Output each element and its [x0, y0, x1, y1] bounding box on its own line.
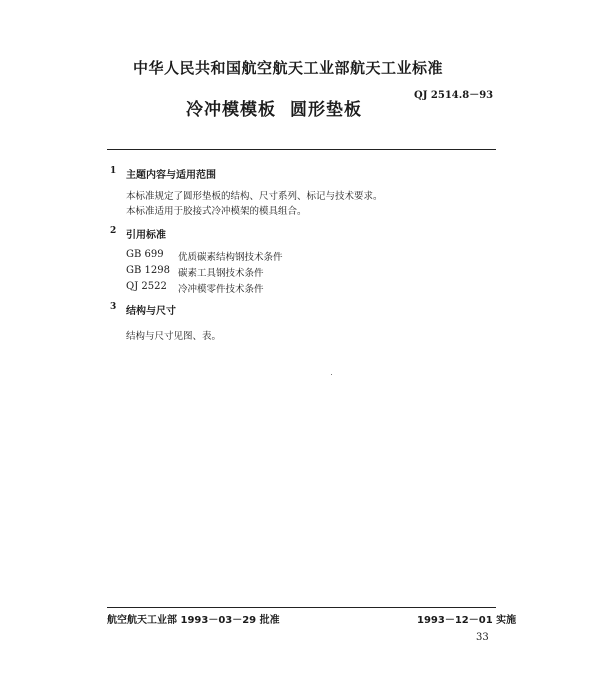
section-2-title: 引用标准 — [126, 230, 166, 241]
section-3-title: 结构与尺寸 — [126, 306, 176, 317]
page-number: 33 — [476, 632, 489, 643]
reference-name: 碳素工具钢技术条件 — [178, 268, 264, 279]
reference-code: GB 699 — [126, 249, 164, 260]
title-part-2: 圆形垫板 — [290, 100, 362, 120]
header-divider — [107, 149, 496, 150]
section-1-number: 1 — [110, 166, 117, 176]
section-3-number: 3 — [110, 302, 117, 312]
reference-code: GB 1298 — [126, 265, 170, 276]
reference-name: 冷冲模零件技术条件 — [178, 284, 264, 295]
approval-date: 航空航天工业部 1993－03－29 批准 — [107, 615, 280, 626]
implementation-date: 1993－12－01 实施 — [417, 615, 517, 626]
footer-divider — [107, 607, 496, 608]
reference-code: QJ 2522 — [126, 281, 167, 292]
section-2-number: 2 — [110, 226, 117, 236]
issuing-organization: 中华人民共和国航空航天工业部航天工业标准 — [133, 59, 444, 77]
section-1-title: 主题内容与适用范围 — [126, 170, 216, 181]
section-1-paragraph-2: 本标准适用于胶接式冷冲模架的模具组合。 — [126, 206, 307, 217]
document-title — [186, 95, 362, 120]
section-1-paragraph-1: 本标准规定了圆形垫板的结构、尺寸系列、标记与技术要求。 — [126, 191, 383, 202]
standard-code: QJ 2514.8－93 — [414, 90, 494, 101]
title-part-1: 冷冲模模板 — [186, 100, 276, 120]
section-3-paragraph-1: 结构与尺寸见图、表。 — [126, 331, 222, 342]
scan-speck — [331, 374, 332, 375]
reference-name: 优质碳素结构钢技术条件 — [178, 252, 283, 263]
